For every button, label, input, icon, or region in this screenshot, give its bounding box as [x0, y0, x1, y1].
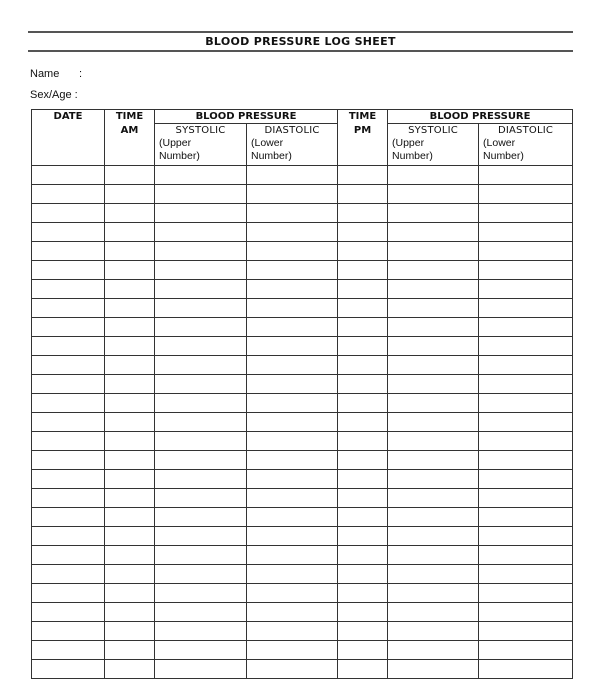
table-row — [32, 413, 573, 432]
diastolic-pm-title: DIASTOLIC — [497, 125, 554, 136]
diastolic-am-note-1: (Lower — [251, 137, 284, 149]
diastolic-am-note-2: Number) — [251, 150, 292, 162]
systolic-am-cell — [155, 356, 247, 375]
time-pm-cell — [338, 527, 388, 546]
diastolic-pm-cell — [479, 242, 573, 261]
time-pm-cell — [338, 413, 388, 432]
diastolic-pm-cell — [479, 356, 573, 375]
diastolic-pm-cell — [479, 394, 573, 413]
date-cell — [32, 185, 105, 204]
systolic-pm-cell — [388, 546, 479, 565]
table-row — [32, 261, 573, 280]
systolic-pm-cell — [388, 280, 479, 299]
date-cell — [32, 261, 105, 280]
systolic-pm-title: SYSTOLIC — [408, 125, 458, 136]
time-pm-cell — [338, 508, 388, 527]
table-row — [32, 470, 573, 489]
table-row — [32, 299, 573, 318]
date-cell — [32, 489, 105, 508]
systolic-am-cell — [155, 622, 247, 641]
systolic-am-cell — [155, 584, 247, 603]
systolic-am-cell — [155, 432, 247, 451]
systolic-am-cell — [155, 413, 247, 432]
bp-pm-header: BLOOD PRESSURE — [388, 110, 573, 124]
table-row — [32, 603, 573, 622]
systolic-pm-cell — [388, 565, 479, 584]
time-pm-cell — [338, 280, 388, 299]
systolic-am-cell — [155, 470, 247, 489]
systolic-am-cell — [155, 603, 247, 622]
diastolic-pm-cell — [479, 337, 573, 356]
systolic-am-cell — [155, 318, 247, 337]
table-row — [32, 337, 573, 356]
time-am-cell — [105, 204, 155, 223]
table-row — [32, 166, 573, 185]
time-pm-cell — [338, 299, 388, 318]
systolic-am-cell — [155, 185, 247, 204]
top-rule — [28, 31, 573, 33]
systolic-pm-cell — [388, 584, 479, 603]
systolic-am-cell — [155, 451, 247, 470]
time-pm-cell — [338, 622, 388, 641]
table-row — [32, 641, 573, 660]
diastolic-am-cell — [247, 318, 338, 337]
date-cell — [32, 318, 105, 337]
diastolic-pm-cell — [479, 565, 573, 584]
sex-age-label: Sex/Age : — [30, 89, 78, 101]
systolic-pm-cell — [388, 337, 479, 356]
diastolic-am-cell — [247, 223, 338, 242]
systolic-pm-cell — [388, 622, 479, 641]
systolic-pm-cell — [388, 470, 479, 489]
date-cell — [32, 527, 105, 546]
time-pm-cell — [338, 394, 388, 413]
time-pm-cell — [338, 337, 388, 356]
diastolic-am-cell — [247, 470, 338, 489]
systolic-am-cell — [155, 527, 247, 546]
systolic-pm-note-2: Number) — [392, 150, 433, 162]
systolic-am-cell — [155, 565, 247, 584]
systolic-pm-cell — [388, 641, 479, 660]
log-body — [32, 166, 573, 679]
diastolic-pm-cell — [479, 489, 573, 508]
diastolic-am-cell — [247, 432, 338, 451]
diastolic-pm-note-1: (Lower — [483, 137, 516, 149]
systolic-pm-cell — [388, 299, 479, 318]
diastolic-pm-cell — [479, 280, 573, 299]
time-pm-header: TIME — [338, 110, 388, 124]
time-am-cell — [105, 356, 155, 375]
systolic-am-cell — [155, 489, 247, 508]
date-cell — [32, 204, 105, 223]
diastolic-am-cell — [247, 660, 338, 679]
diastolic-pm-cell — [479, 223, 573, 242]
time-am-cell — [105, 299, 155, 318]
time-am-cell — [105, 337, 155, 356]
diastolic-pm-cell — [479, 508, 573, 527]
diastolic-pm-cell — [479, 261, 573, 280]
systolic-am-cell — [155, 375, 247, 394]
systolic-pm-cell — [388, 432, 479, 451]
pm-label: PM — [338, 124, 388, 166]
table-row — [32, 622, 573, 641]
time-pm-cell — [338, 204, 388, 223]
systolic-pm-cell — [388, 204, 479, 223]
time-am-cell — [105, 584, 155, 603]
date-cell — [32, 470, 105, 489]
time-am-cell — [105, 413, 155, 432]
diastolic-am-cell — [247, 337, 338, 356]
diastolic-pm-note-2: Number) — [483, 150, 524, 162]
time-am-cell — [105, 489, 155, 508]
date-cell — [32, 242, 105, 261]
systolic-pm-cell — [388, 660, 479, 679]
diastolic-pm-cell — [479, 603, 573, 622]
diastolic-am-cell — [247, 242, 338, 261]
diastolic-am-cell — [247, 622, 338, 641]
time-pm-cell — [338, 546, 388, 565]
systolic-pm-cell — [388, 185, 479, 204]
diastolic-am-cell — [247, 546, 338, 565]
name-label: Name — [30, 68, 60, 80]
time-pm-cell — [338, 451, 388, 470]
systolic-pm-header — [388, 124, 479, 166]
date-cell — [32, 280, 105, 299]
diastolic-pm-header — [479, 124, 573, 166]
diastolic-am-cell — [247, 204, 338, 223]
table-row — [32, 432, 573, 451]
diastolic-am-cell — [247, 356, 338, 375]
table-row — [32, 185, 573, 204]
systolic-pm-cell — [388, 242, 479, 261]
systolic-pm-cell — [388, 318, 479, 337]
diastolic-pm-cell — [479, 432, 573, 451]
diastolic-am-cell — [247, 299, 338, 318]
systolic-pm-cell — [388, 375, 479, 394]
diastolic-pm-cell — [479, 527, 573, 546]
table-row — [32, 527, 573, 546]
page-title: BLOOD PRESSURE LOG SHEET — [205, 35, 396, 48]
diastolic-pm-cell — [479, 641, 573, 660]
systolic-pm-cell — [388, 508, 479, 527]
systolic-pm-cell — [388, 223, 479, 242]
time-am-cell — [105, 318, 155, 337]
date-cell — [32, 299, 105, 318]
time-am-cell — [105, 432, 155, 451]
date-subheader-blank — [32, 124, 105, 166]
date-cell — [32, 394, 105, 413]
date-header: DATE — [32, 110, 105, 124]
time-am-cell — [105, 470, 155, 489]
diastolic-am-cell — [247, 565, 338, 584]
name-colon: : — [79, 68, 83, 80]
table-row — [32, 394, 573, 413]
diastolic-pm-cell — [479, 584, 573, 603]
systolic-am-note-2: Number) — [159, 150, 200, 162]
systolic-am-cell — [155, 508, 247, 527]
time-am-cell — [105, 451, 155, 470]
diastolic-am-cell — [247, 280, 338, 299]
time-pm-cell — [338, 660, 388, 679]
diastolic-pm-cell — [479, 318, 573, 337]
table-row — [32, 223, 573, 242]
time-am-cell — [105, 261, 155, 280]
diastolic-am-cell — [247, 603, 338, 622]
systolic-am-title: SYSTOLIC — [175, 125, 226, 136]
bp-am-header: BLOOD PRESSURE — [155, 110, 338, 124]
systolic-am-cell — [155, 641, 247, 660]
systolic-am-cell — [155, 261, 247, 280]
time-pm-cell — [338, 641, 388, 660]
time-am-cell — [105, 603, 155, 622]
systolic-pm-cell — [388, 413, 479, 432]
systolic-pm-cell — [388, 527, 479, 546]
diastolic-pm-cell — [479, 546, 573, 565]
diastolic-am-cell — [247, 185, 338, 204]
diastolic-am-cell — [247, 261, 338, 280]
systolic-am-cell — [155, 337, 247, 356]
systolic-pm-cell — [388, 356, 479, 375]
time-am-cell — [105, 223, 155, 242]
time-am-cell — [105, 641, 155, 660]
date-cell — [32, 584, 105, 603]
systolic-pm-cell — [388, 489, 479, 508]
time-am-cell — [105, 622, 155, 641]
time-pm-cell — [338, 242, 388, 261]
systolic-pm-cell — [388, 166, 479, 185]
systolic-am-cell — [155, 204, 247, 223]
diastolic-am-cell — [247, 641, 338, 660]
diastolic-pm-cell — [479, 660, 573, 679]
table-row — [32, 660, 573, 679]
blood-pressure-log-table — [31, 109, 573, 679]
time-am-cell — [105, 375, 155, 394]
diastolic-pm-cell — [479, 451, 573, 470]
time-am-cell — [105, 546, 155, 565]
bottom-rule — [28, 50, 573, 52]
date-cell — [32, 356, 105, 375]
time-pm-cell — [338, 432, 388, 451]
time-am-cell — [105, 660, 155, 679]
date-cell — [32, 223, 105, 242]
systolic-am-cell — [155, 280, 247, 299]
time-pm-cell — [338, 603, 388, 622]
time-pm-cell — [338, 470, 388, 489]
time-am-cell — [105, 185, 155, 204]
date-cell — [32, 622, 105, 641]
sex-age-field — [30, 89, 78, 101]
time-pm-cell — [338, 318, 388, 337]
time-pm-cell — [338, 584, 388, 603]
table-row — [32, 242, 573, 261]
date-cell — [32, 413, 105, 432]
diastolic-pm-cell — [479, 204, 573, 223]
time-pm-cell — [338, 356, 388, 375]
am-label: AM — [105, 124, 155, 166]
table-row — [32, 584, 573, 603]
date-cell — [32, 641, 105, 660]
systolic-am-cell — [155, 166, 247, 185]
diastolic-pm-cell — [479, 299, 573, 318]
table-row — [32, 489, 573, 508]
diastolic-am-cell — [247, 508, 338, 527]
systolic-am-note-1: (Upper — [159, 137, 192, 149]
diastolic-pm-cell — [479, 185, 573, 204]
systolic-am-header — [155, 124, 247, 166]
date-cell — [32, 451, 105, 470]
diastolic-am-header — [247, 124, 338, 166]
time-pm-cell — [338, 261, 388, 280]
systolic-am-cell — [155, 660, 247, 679]
diastolic-am-cell — [247, 451, 338, 470]
time-am-cell — [105, 565, 155, 584]
time-am-cell — [105, 394, 155, 413]
date-cell — [32, 565, 105, 584]
diastolic-am-cell — [247, 584, 338, 603]
systolic-am-cell — [155, 242, 247, 261]
time-pm-cell — [338, 223, 388, 242]
time-am-cell — [105, 280, 155, 299]
diastolic-am-title: DIASTOLIC — [264, 125, 320, 136]
diastolic-pm-cell — [479, 166, 573, 185]
systolic-pm-cell — [388, 451, 479, 470]
time-pm-cell — [338, 565, 388, 584]
time-am-cell — [105, 166, 155, 185]
systolic-pm-cell — [388, 394, 479, 413]
systolic-am-cell — [155, 223, 247, 242]
name-field — [30, 68, 83, 80]
time-am-cell — [105, 508, 155, 527]
table-row — [32, 318, 573, 337]
diastolic-pm-cell — [479, 413, 573, 432]
diastolic-am-cell — [247, 375, 338, 394]
time-am-cell — [105, 242, 155, 261]
date-cell — [32, 660, 105, 679]
diastolic-am-cell — [247, 166, 338, 185]
date-cell — [32, 337, 105, 356]
systolic-pm-cell — [388, 261, 479, 280]
date-cell — [32, 432, 105, 451]
systolic-am-cell — [155, 394, 247, 413]
systolic-am-cell — [155, 546, 247, 565]
diastolic-pm-cell — [479, 375, 573, 394]
diastolic-pm-cell — [479, 622, 573, 641]
table-row — [32, 508, 573, 527]
table-row — [32, 375, 573, 394]
date-cell — [32, 375, 105, 394]
table-row — [32, 451, 573, 470]
date-cell — [32, 166, 105, 185]
date-cell — [32, 508, 105, 527]
time-am-cell — [105, 527, 155, 546]
time-pm-cell — [338, 166, 388, 185]
diastolic-am-cell — [247, 413, 338, 432]
time-pm-cell — [338, 489, 388, 508]
table-row — [32, 546, 573, 565]
diastolic-am-cell — [247, 489, 338, 508]
diastolic-am-cell — [247, 394, 338, 413]
table-row — [32, 565, 573, 584]
date-cell — [32, 603, 105, 622]
time-pm-cell — [338, 185, 388, 204]
date-cell — [32, 546, 105, 565]
systolic-pm-note-1: (Upper — [392, 137, 425, 149]
systolic-pm-cell — [388, 603, 479, 622]
diastolic-am-cell — [247, 527, 338, 546]
table-row — [32, 280, 573, 299]
time-pm-cell — [338, 375, 388, 394]
table-row — [32, 356, 573, 375]
time-am-header: TIME — [105, 110, 155, 124]
systolic-am-cell — [155, 299, 247, 318]
diastolic-pm-cell — [479, 470, 573, 489]
table-row — [32, 204, 573, 223]
